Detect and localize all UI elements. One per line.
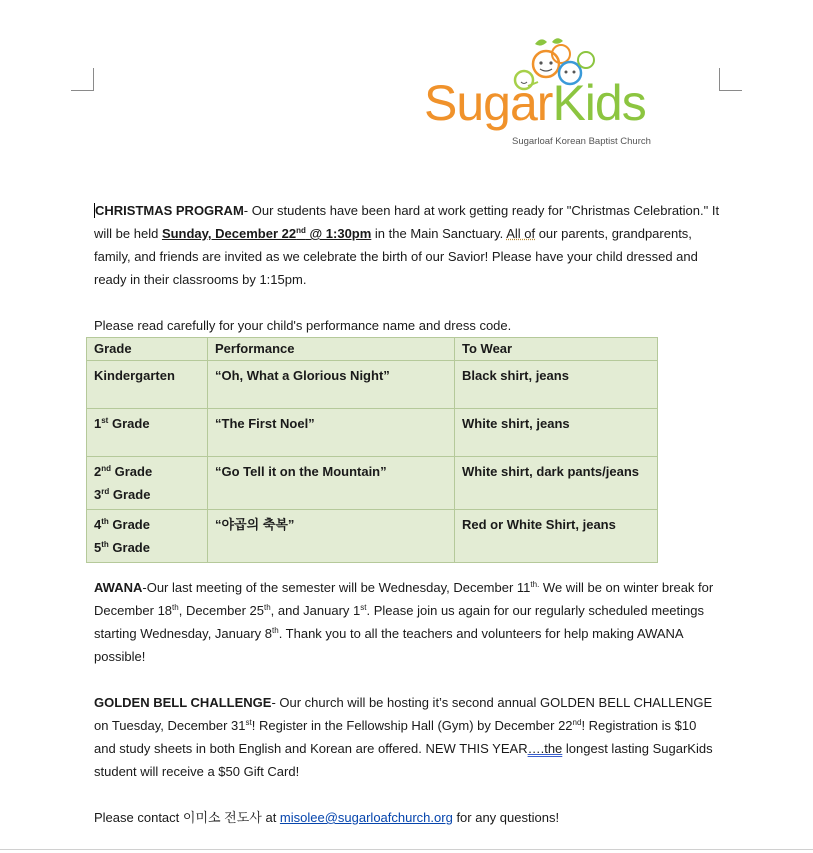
golden-bell-heading: GOLDEN BELL CHALLENGE <box>94 695 272 710</box>
awana-paragraph: AWANA-Our last meeting of the semester will be Wednesday, December $11^{th.}$ We will be on winter break for December 18th, December 25th, and January 1st. Please join us again for our regularly scheduled meetings starting Wednesday, January 8th. Thank you to all the teachers and volunteers for help making AWANA possible! <box>94 580 714 664</box>
cell-wear: White shirt, dark pants/jeans <box>455 457 658 510</box>
spelling-flag: All of <box>506 226 536 241</box>
table-row <box>87 457 658 510</box>
page-margin-corner-right <box>719 68 742 91</box>
cell-performance: “야곱의 축복” <box>208 510 455 563</box>
table-row <box>87 510 658 563</box>
document-body-lower[interactable] <box>94 576 720 829</box>
awana-heading: AWANA <box>94 580 143 595</box>
table-row <box>87 409 658 457</box>
page-bottom-edge <box>0 849 813 850</box>
page-margin-corner-left <box>71 68 94 91</box>
sugarkids-logo <box>420 36 660 152</box>
cell-grade: Kindergarten <box>87 361 208 409</box>
header-grade: Grade <box>87 338 208 361</box>
cell-wear: Red or White Shirt, jeans <box>455 510 658 563</box>
christmas-paragraph: CHRISTMAS PROGRAM- Our students have been hard at work getting ready for "Christmas Celebration." It will be held Sunday, December 22nd @ 1:30pm in the Main Sanctuary. All of our parents, grandparents, family, and friends are invited as we celebrate the birth of our Savior! Please have your child dressed and ready in their classrooms by 1:15pm. <box>94 203 720 287</box>
cell-performance: “Oh, What a Glorious Night” <box>208 361 455 409</box>
cell-performance: “The First Noel” <box>208 409 455 457</box>
golden-bell-paragraph: GOLDEN BELL CHALLENGE- Our church will be hosting it’s second annual GOLDEN BELL CHALLENGE on Tuesday, December 31st! Register in the Fellowship Hall (Gym) by December 22nd! Registration is $10 and study sheets in both English and Korean are offered. NEW THIS YEAR….the longest lasting SugarKids student will receive a $50 Gift Card! <box>94 695 713 779</box>
performance-table <box>86 337 658 563</box>
cell-wear: White shirt, jeans <box>455 409 658 457</box>
header-performance: Performance <box>208 338 455 361</box>
table-intro: Please read carefully for your child's performance name and dress code. <box>94 318 512 333</box>
grammar-flag: ….the <box>527 741 563 756</box>
table-row <box>87 361 658 409</box>
christmas-heading: CHRISTMAS PROGRAM <box>95 203 244 218</box>
logo-wordmark: SugarKids <box>424 75 646 131</box>
cell-wear: Black shirt, jeans <box>455 361 658 409</box>
cell-performance: “Go Tell it on the Mountain” <box>208 457 455 510</box>
cell-grade: 1st Grade <box>87 409 208 457</box>
table-header-row <box>87 338 658 361</box>
christmas-date: Sunday, December 22nd @ 1:30pm <box>161 226 372 241</box>
logo-subtitle: Sugarloaf Korean Baptist Church <box>512 136 651 147</box>
cell-grade: 4th Grade 5th Grade <box>87 510 208 563</box>
contact-email-link[interactable]: misolee@sugarloafchurch.org <box>279 810 453 825</box>
document-body[interactable] <box>94 199 720 337</box>
header-to-wear: To Wear <box>455 338 658 361</box>
cell-grade: 2nd Grade 3rd Grade <box>87 457 208 510</box>
contact-paragraph: Please contact 이미소 전도사 at misolee@sugarloafchurch.org for any questions! <box>94 810 560 825</box>
